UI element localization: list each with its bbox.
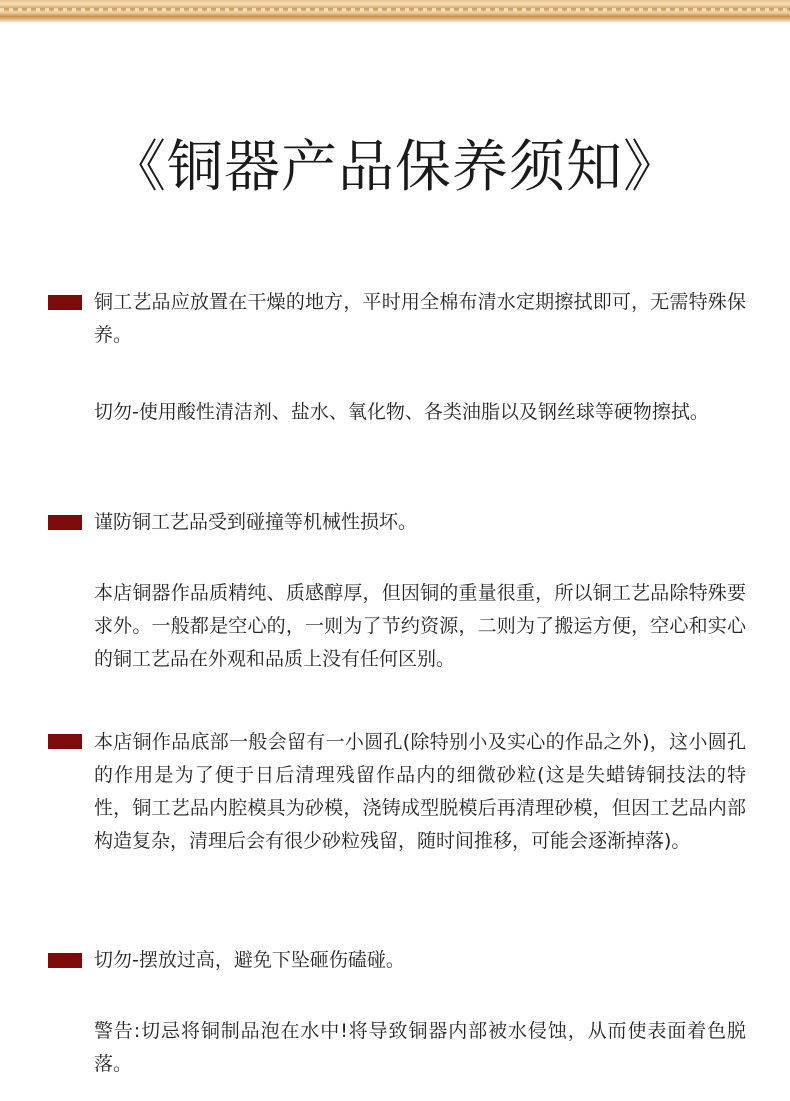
decorative-top-border: [0, 0, 790, 22]
section-marker: [48, 734, 82, 749]
section-heading-text: 谨防铜工艺品受到碰撞等机械性损坏。: [94, 511, 418, 533]
section-heading-text: 切勿-摆放过高，避免下坠砸伤磕碰。: [94, 949, 405, 971]
page-title: 《铜器产品保养须知》: [110, 135, 680, 200]
section-marker: [48, 953, 82, 968]
section-body-text: 切勿-使用酸性清洁剂、盐水、氧化物、各类油脂以及钢丝球等硬物擦拭。: [94, 401, 709, 423]
section-body-text: 警告:切忌将铜制品泡在水中!将导致铜器内部被水侵蚀，从而使表面着色脱落。: [94, 1020, 746, 1075]
section-marker: [48, 295, 82, 310]
section-marker: [48, 515, 82, 530]
section-heading-text: 本店铜作品底部一般会留有一小圆孔(除特别小及实心的作品之外)，这小圆孔的作用是为了便于日后清理残留作品内的细微砂粒(这是失蜡铸铜技法的特性，铜工艺品内腔模具为砂模，浇铸成型脱模后再清理砂模，但因工艺品内部构造复杂，清理后会有很少砂粒残留，随时间推移，可能会逐渐掉落)。: [94, 731, 746, 852]
section-body-text: 本店铜器作品质精纯、质感醇厚，但因铜的重量很重，所以铜工艺品除特殊要求外。一般都是空心的，一则为了节约资源，二则为了搬运方便，空心和实心的铜工艺品在外观和品质上没有任何区别。: [94, 582, 746, 670]
section-heading-text: 铜工艺品应放置在干燥的地方，平时用全棉布清水定期擦拭即可，无需特殊保养。: [94, 291, 746, 346]
